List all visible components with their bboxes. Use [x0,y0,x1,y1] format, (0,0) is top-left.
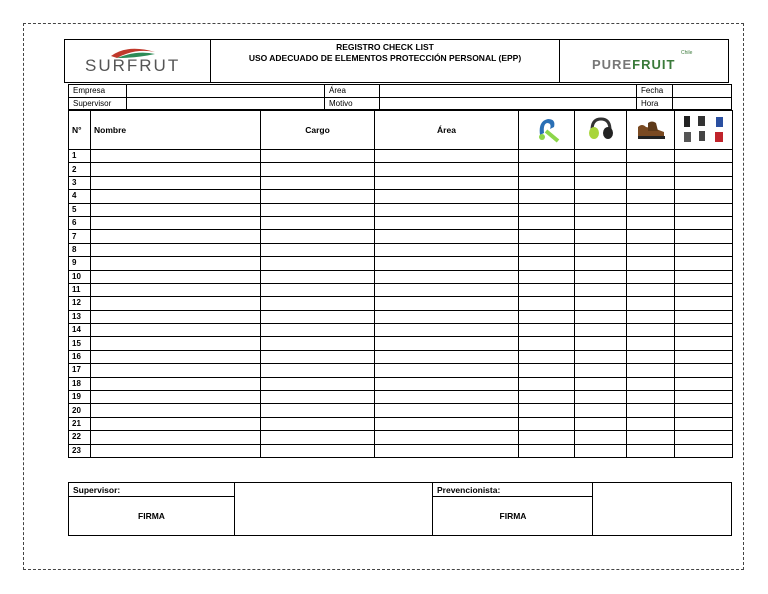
table-cell[interactable] [675,243,733,256]
table-cell[interactable] [519,350,575,363]
table-cell[interactable] [91,377,261,390]
table-cell[interactable] [675,176,733,189]
table-cell[interactable] [261,391,375,404]
table-cell[interactable] [261,203,375,216]
table-cell[interactable] [261,310,375,323]
table-cell[interactable] [575,203,627,216]
table-cell[interactable] [375,257,519,270]
table-cell[interactable] [91,444,261,457]
table-cell[interactable] [627,417,675,430]
table-cell[interactable] [375,190,519,203]
surfrut-logo [65,40,210,82]
table-cell[interactable] [261,431,375,444]
table-cell[interactable] [91,216,261,229]
table-cell[interactable] [261,283,375,296]
table-cell[interactable] [375,283,519,296]
table-cell[interactable] [261,417,375,430]
table-cell[interactable] [261,350,375,363]
table-cell[interactable] [91,324,261,337]
table-cell[interactable] [261,216,375,229]
row-number: 11 [69,283,91,296]
table-cell[interactable] [575,190,627,203]
row-number: 8 [69,243,91,256]
row-number: 3 [69,176,91,189]
table-cell[interactable] [675,190,733,203]
safety-boots-icon [634,117,668,141]
table-cell[interactable] [675,257,733,270]
gloves-col-header [675,111,733,150]
table-cell[interactable] [519,417,575,430]
table-cell[interactable] [375,203,519,216]
table-cell[interactable] [375,297,519,310]
table-row [69,230,733,243]
table-cell[interactable] [575,283,627,296]
col-num-header: N° [69,111,91,150]
row-number: 9 [69,257,91,270]
table-cell[interactable] [91,190,261,203]
table-cell[interactable] [627,324,675,337]
table-cell[interactable] [91,310,261,323]
table-cell[interactable] [675,324,733,337]
table-cell[interactable] [91,364,261,377]
table-row [69,404,733,417]
table-cell[interactable] [375,391,519,404]
table-cell[interactable] [519,377,575,390]
respirator-icon [532,115,562,143]
table-cell[interactable] [675,310,733,323]
table-cell[interactable] [627,444,675,457]
table-cell[interactable] [519,444,575,457]
table-cell[interactable] [575,431,627,444]
table-cell[interactable] [675,270,733,283]
table-cell[interactable] [261,243,375,256]
table-cell[interactable] [519,216,575,229]
row-number: 21 [69,417,91,430]
table-cell[interactable] [519,337,575,350]
table-row [69,337,733,350]
table-cell[interactable] [627,377,675,390]
table-cell[interactable] [91,404,261,417]
table-cell[interactable] [627,216,675,229]
table-cell[interactable] [261,257,375,270]
table-cell[interactable] [375,176,519,189]
table-cell[interactable] [519,150,575,163]
table-row [69,324,733,337]
col-area-header: Área [375,111,519,150]
table-cell[interactable] [575,404,627,417]
row-number: 1 [69,150,91,163]
info-block [68,84,732,110]
table-row [69,391,733,404]
table-cell[interactable] [261,297,375,310]
table-cell[interactable] [519,324,575,337]
table-cell[interactable] [261,364,375,377]
table-cell[interactable] [91,337,261,350]
row-number: 6 [69,216,91,229]
table-cell[interactable] [575,324,627,337]
table-cell[interactable] [91,431,261,444]
table-cell[interactable] [375,417,519,430]
table-cell[interactable] [375,243,519,256]
table-cell[interactable] [261,190,375,203]
table-cell[interactable] [627,337,675,350]
fecha-label: Fecha [641,86,664,95]
table-cell[interactable] [627,243,675,256]
table-cell[interactable] [375,444,519,457]
firma-prevencionista: FIRMA [499,511,527,521]
table-cell[interactable] [627,190,675,203]
table-cell[interactable] [375,431,519,444]
table-cell[interactable] [627,270,675,283]
table-cell[interactable] [675,337,733,350]
table-cell[interactable] [375,270,519,283]
table-cell[interactable] [575,391,627,404]
table-cell[interactable] [575,350,627,363]
table-header-row [69,111,733,150]
firma-supervisor: FIRMA [138,511,165,521]
checklist-table [68,110,733,458]
logo-right-small: Chile [681,50,693,56]
table-cell[interactable] [575,176,627,189]
table-cell[interactable] [91,350,261,363]
signature-block [68,482,732,536]
table-cell[interactable] [261,150,375,163]
row-number: 18 [69,377,91,390]
table-cell[interactable] [91,176,261,189]
table-cell[interactable] [627,163,675,176]
table-row [69,310,733,323]
boots-col-header [627,111,675,150]
table-cell[interactable] [675,417,733,430]
row-number: 22 [69,431,91,444]
table-cell[interactable] [627,230,675,243]
table-row [69,377,733,390]
table-cell[interactable] [519,283,575,296]
table-row [69,350,733,363]
table-cell[interactable] [375,163,519,176]
col-nombre-header: Nombre [91,111,261,150]
hora-label: Hora [641,99,659,108]
table-cell[interactable] [91,297,261,310]
table-row [69,203,733,216]
table-cell[interactable] [91,230,261,243]
table-cell[interactable] [675,377,733,390]
table-cell[interactable] [261,176,375,189]
table-row [69,417,733,430]
table-cell[interactable] [675,150,733,163]
table-row [69,163,733,176]
row-number: 12 [69,297,91,310]
table-row [69,176,733,189]
prevencionista-sign-label: Prevencionista: [437,485,501,495]
row-number: 17 [69,364,91,377]
table-cell[interactable] [519,243,575,256]
table-cell[interactable] [519,297,575,310]
supervisor-sign-label: Supervisor: [73,485,121,495]
table-cell[interactable] [261,337,375,350]
table-cell[interactable] [261,404,375,417]
table-cell[interactable] [91,270,261,283]
row-number: 5 [69,203,91,216]
title-line-1: REGISTRO CHECK LIST [336,42,434,52]
table-cell[interactable] [91,257,261,270]
table-cell[interactable] [91,203,261,216]
table-cell[interactable] [575,377,627,390]
table-cell[interactable] [519,163,575,176]
row-number: 20 [69,404,91,417]
table-cell[interactable] [675,163,733,176]
table-cell[interactable] [519,230,575,243]
table-cell[interactable] [675,350,733,363]
table-row [69,444,733,457]
row-number: 2 [69,163,91,176]
logo-right-text: PUREFRUIT [592,57,676,72]
table-cell[interactable] [519,310,575,323]
table-cell[interactable] [519,364,575,377]
table-cell[interactable] [519,431,575,444]
table-cell[interactable] [375,404,519,417]
supervisor-label: Supervisor [73,99,112,108]
table-cell[interactable] [675,404,733,417]
table-row [69,297,733,310]
row-number: 15 [69,337,91,350]
table-cell[interactable] [575,364,627,377]
purefruit-logo [560,40,728,82]
table-cell[interactable] [675,364,733,377]
form-header [64,39,729,83]
table-cell[interactable] [261,230,375,243]
table-cell[interactable] [575,257,627,270]
table-cell[interactable] [375,230,519,243]
col-cargo-header: Cargo [261,111,375,150]
table-row [69,216,733,229]
table-cell[interactable] [675,283,733,296]
table-cell[interactable] [627,297,675,310]
table-cell[interactable] [91,417,261,430]
table-cell[interactable] [375,350,519,363]
table-cell[interactable] [575,337,627,350]
table-cell[interactable] [675,391,733,404]
row-number: 13 [69,310,91,323]
table-cell[interactable] [675,431,733,444]
row-number: 4 [69,190,91,203]
table-cell[interactable] [375,364,519,377]
table-row [69,270,733,283]
table-cell[interactable] [375,377,519,390]
table-row [69,257,733,270]
table-row [69,243,733,256]
table-cell[interactable] [627,257,675,270]
empresa-label: Empresa [73,86,106,95]
table-cell[interactable] [675,297,733,310]
table-cell[interactable] [627,310,675,323]
table-cell[interactable] [675,216,733,229]
table-cell[interactable] [575,444,627,457]
table-cell[interactable] [627,203,675,216]
table-cell[interactable] [575,270,627,283]
gloves-icon [681,112,727,146]
table-cell[interactable] [375,324,519,337]
respirator-col-header [519,111,575,150]
row-number: 23 [69,444,91,457]
motivo-label: Motivo [329,99,353,108]
table-cell[interactable] [261,270,375,283]
table-cell[interactable] [675,203,733,216]
table-cell[interactable] [261,444,375,457]
row-number: 10 [69,270,91,283]
table-cell[interactable] [261,377,375,390]
table-cell[interactable] [575,310,627,323]
table-cell[interactable] [519,203,575,216]
table-cell[interactable] [91,391,261,404]
table-cell[interactable] [575,230,627,243]
form-title [211,40,559,82]
table-cell[interactable] [627,391,675,404]
earmuffs-col-header [575,111,627,150]
table-row [69,283,733,296]
table-cell[interactable] [627,364,675,377]
table-cell[interactable] [91,243,261,256]
row-number: 16 [69,350,91,363]
table-cell[interactable] [627,350,675,363]
table-cell[interactable] [375,216,519,229]
table-cell[interactable] [627,431,675,444]
table-cell[interactable] [261,163,375,176]
title-line-2: USO ADECUADO DE ELEMENTOS PROTECCIÓN PERSONAL (EPP) [248,53,522,63]
table-row [69,364,733,377]
table-cell[interactable] [675,230,733,243]
table-cell[interactable] [627,176,675,189]
table-cell[interactable] [375,310,519,323]
table-cell[interactable] [375,337,519,350]
table-cell[interactable] [627,404,675,417]
table-cell[interactable] [675,444,733,457]
table-cell[interactable] [519,257,575,270]
table-cell[interactable] [575,243,627,256]
table-cell[interactable] [519,176,575,189]
table-cell[interactable] [575,150,627,163]
table-row [69,431,733,444]
table-row [69,150,733,163]
table-cell[interactable] [575,417,627,430]
logo-left-text: SURFRUT [85,56,181,75]
table-cell[interactable] [375,150,519,163]
row-number: 7 [69,230,91,243]
table-cell[interactable] [91,283,261,296]
table-cell[interactable] [519,190,575,203]
table-cell[interactable] [575,216,627,229]
area-label: Área [329,86,346,95]
row-number: 14 [69,324,91,337]
table-row [69,190,733,203]
table-cell[interactable] [91,163,261,176]
row-number: 19 [69,391,91,404]
table-cell[interactable] [627,283,675,296]
table-cell[interactable] [519,391,575,404]
table-cell[interactable] [519,270,575,283]
table-cell[interactable] [261,324,375,337]
table-cell[interactable] [627,150,675,163]
table-cell[interactable] [519,404,575,417]
table-cell[interactable] [91,150,261,163]
table-cell[interactable] [575,163,627,176]
earmuffs-icon [587,116,615,142]
table-cell[interactable] [575,297,627,310]
